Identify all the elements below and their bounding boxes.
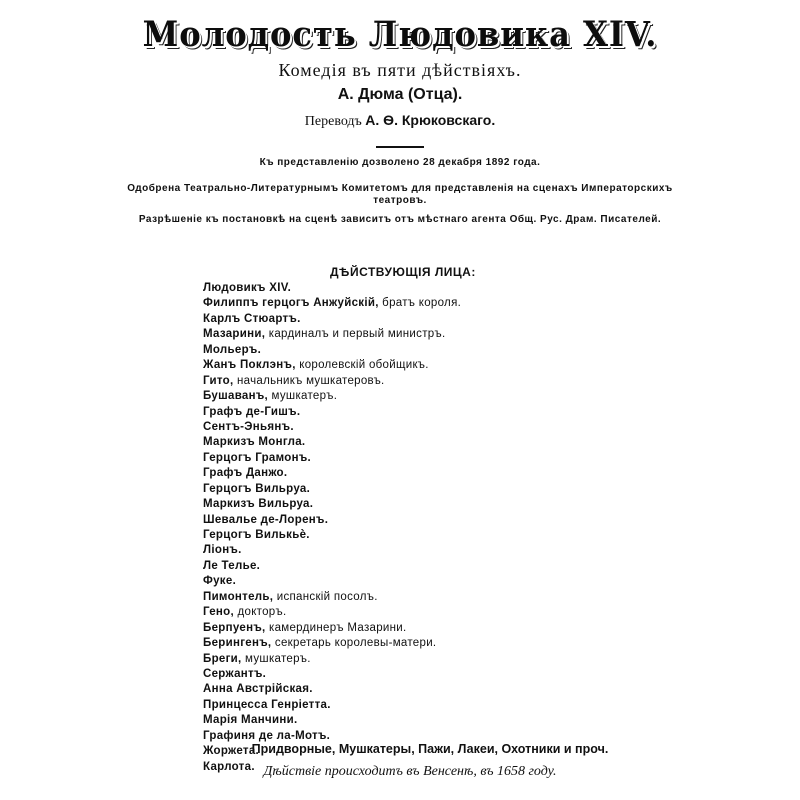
character-name: Герцогъ Вильруа. [203, 482, 311, 495]
character-name: Людовикъ XIV. [203, 282, 292, 294]
translation-line [0, 112, 800, 130]
cast-list-item [203, 605, 461, 620]
cast-list-item [203, 281, 461, 296]
cast-list-item [203, 420, 461, 435]
character-role: королевскій обойщикъ. [295, 359, 429, 372]
committee-approval-line-1: Одобрена Театрально-Литературнымъ Комитетомъ для представленія на сценахъ Императорскихъ [127, 183, 673, 194]
cast-list-item [203, 327, 461, 342]
character-role: мушкатеръ. [268, 390, 338, 403]
character-name: Мольеръ. [203, 343, 262, 356]
cast-list-item [203, 713, 461, 728]
cast-list-item [203, 358, 461, 373]
cast-list-item [203, 574, 461, 589]
extras-line: Придворные, Мушкатеры, Пажи, Лакеи, Охотники и проч. [251, 742, 609, 756]
character-name: Ліонъ. [203, 544, 242, 557]
character-role: братъ короля. [378, 297, 462, 310]
character-name: Анна Австрійская. [203, 683, 313, 696]
character-name: Принцесса Генріетта. [203, 698, 331, 711]
character-name: Маркизъ Монгла. [203, 436, 306, 449]
cast-list-item [203, 435, 461, 450]
character-name: Берпуенъ, [203, 621, 266, 634]
character-name: Мазарини, [203, 328, 266, 341]
play-subtitle: Комедія въ пяти дѣйствіяхъ. [278, 60, 522, 80]
character-name: Графиня де ла-Мотъ. [203, 729, 331, 742]
cast-heading: ДѢЙСТВУЮЩІЯ ЛИЦА: [330, 265, 476, 279]
cast-list-item [203, 682, 461, 697]
translator-name: А. Ѳ. Крюковскаго. [365, 112, 496, 128]
cast-list-item [203, 652, 461, 667]
cast-list-item [203, 451, 461, 466]
cast-list-item [203, 559, 461, 574]
character-name: Маркизъ Вильруа. [203, 498, 314, 511]
cast-list-item [203, 590, 461, 605]
character-name: Филиппъ герцогъ Анжуйскій, [203, 297, 379, 310]
cast-list-item [203, 374, 461, 389]
character-role: камердинеръ Мазарини. [265, 621, 407, 634]
character-name: Бушаванъ, [203, 390, 269, 403]
cast-list-item [203, 343, 461, 358]
character-name: Пимонтель, [203, 590, 274, 603]
character-name: Жоржета. [203, 745, 260, 758]
setting-line: Дѣйствіе происходитъ въ Венсенѣ, въ 1658 году. [263, 764, 557, 779]
character-name: Графъ Данжо. [203, 467, 288, 480]
cast-list-item [203, 405, 461, 420]
censorship-permit: Къ представленію дозволено 28 декабря 1892 года. [259, 157, 541, 168]
cast-list-item [203, 621, 461, 636]
character-name: Жанъ Поклэнъ, [203, 359, 296, 372]
character-role: испанскій посолъ. [273, 590, 378, 603]
character-name: Шевалье де-Лоренъ. [203, 513, 329, 526]
cast-list-item [203, 296, 461, 311]
author-line: А. Дюма (Отца). [337, 86, 463, 103]
cast-list-item [203, 466, 461, 481]
divider-rule [376, 146, 424, 148]
performance-rights: Разрѣшеніе къ постановкѣ на сценѣ зависитъ отъ мѣстнаго агента Общ. Рус. Драм. Писателей. [138, 214, 662, 225]
character-name: Гено, [203, 606, 234, 619]
character-name: Графъ де-Гишъ. [203, 405, 301, 418]
character-role: начальникъ мушкатеровъ. [233, 374, 385, 387]
cast-list-item [203, 543, 461, 558]
character-name: Ле Телье. [203, 559, 261, 572]
play-title: Молодость Людовика XIV. [142, 14, 658, 55]
committee-approval-line-2: театровъ. [373, 195, 427, 206]
character-role: мушкатеръ. [241, 652, 311, 665]
character-name: Гито, [203, 374, 234, 387]
character-role: кардиналъ и первый министръ. [265, 328, 446, 341]
character-name: Карлота. [203, 760, 255, 773]
character-name: Герцогъ Грамонъ. [203, 451, 312, 464]
character-name: Сентъ-Эньянъ. [203, 420, 294, 433]
cast-list-item [203, 698, 461, 713]
translation-prefix: Переводъ [304, 114, 362, 129]
character-name: Бреги, [203, 652, 242, 665]
character-name: Герцогъ Вилькьѐ. [203, 529, 310, 541]
character-name: Берингенъ, [203, 637, 272, 650]
character-name: Марія Манчини. [203, 714, 298, 727]
character-role: докторъ. [234, 606, 287, 619]
character-name: Фуке. [203, 575, 237, 588]
character-name: Сержантъ. [203, 667, 267, 680]
cast-list-item [203, 482, 461, 497]
cast-list-item [203, 667, 461, 682]
cast-list-item [203, 312, 461, 327]
character-name: Карлъ Стюартъ. [203, 312, 301, 325]
cast-list-item [203, 513, 461, 528]
cast-list [203, 281, 461, 775]
cast-list-item [203, 528, 461, 543]
cast-list-item [203, 389, 461, 404]
cast-list-item [203, 636, 461, 651]
character-role: секретарь королевы-матери. [271, 637, 437, 650]
cast-list-item [203, 497, 461, 512]
